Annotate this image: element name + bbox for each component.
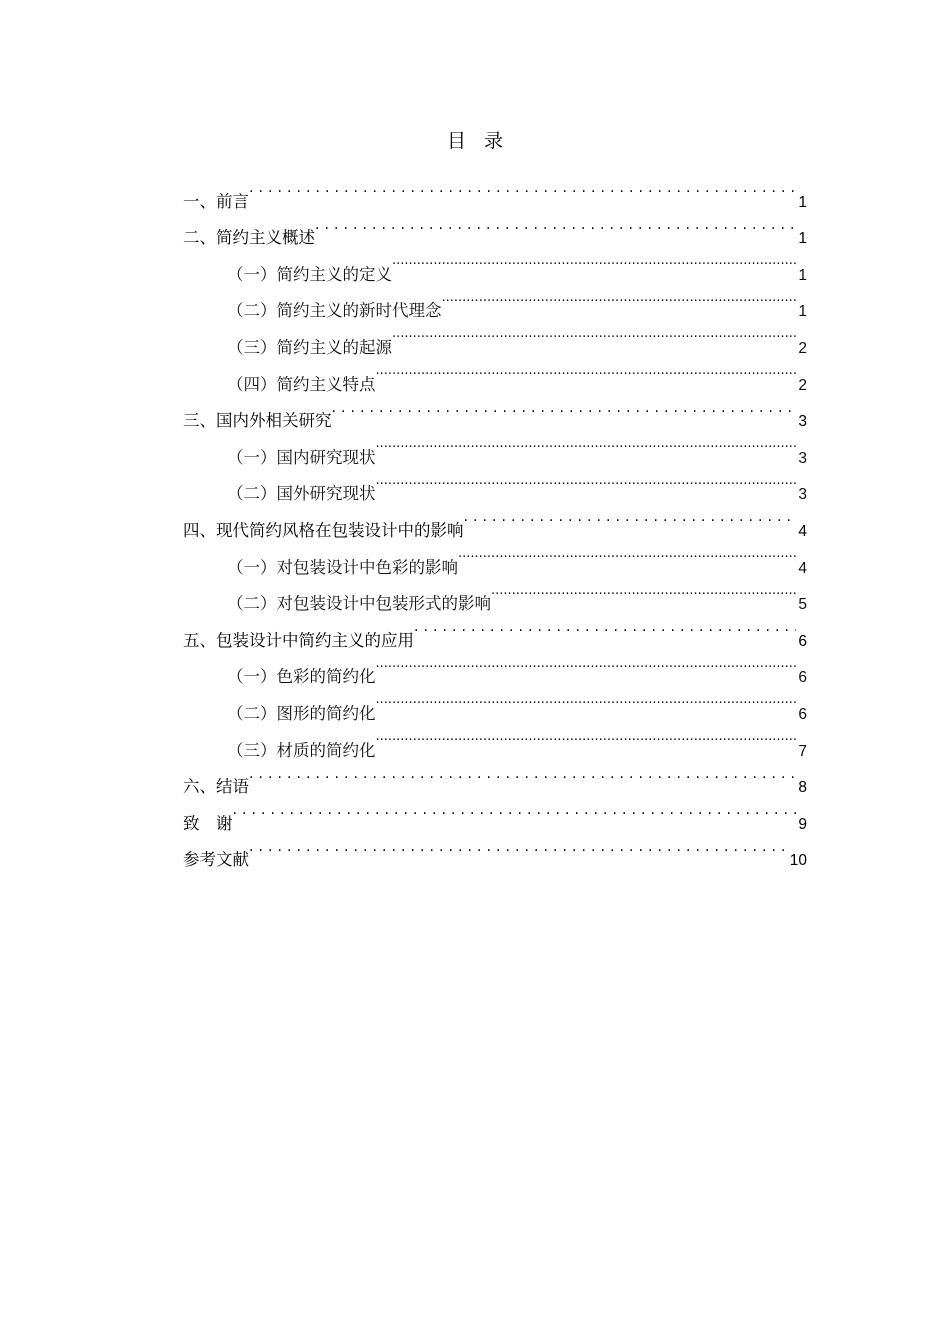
toc-entry-page: 1 <box>798 193 807 211</box>
toc-entry-label: （二）国外研究现状 <box>227 484 376 504</box>
toc-leader-dots <box>249 170 796 207</box>
toc-leader-dots <box>249 756 796 793</box>
toc-entry[interactable] <box>183 390 807 431</box>
toc-entry[interactable] <box>183 829 807 870</box>
toc-entry-page: 3 <box>798 486 807 504</box>
toc-entry-label: 四、现代简约风格在包装设计中的影响 <box>183 520 464 540</box>
toc-entry-label: （一）对包装设计中色彩的影响 <box>227 557 458 577</box>
toc-entry-label: （一）简约主义的定义 <box>227 264 392 284</box>
toc-entry[interactable] <box>183 536 807 577</box>
toc-entry[interactable] <box>183 353 807 394</box>
toc-entry-label: （三）材质的简约化 <box>227 740 376 760</box>
toc-entry-page: 4 <box>798 559 807 577</box>
toc-entry-page: 6 <box>798 632 807 650</box>
toc-leader-dots <box>315 207 796 244</box>
toc-entry-label: 六、结语 <box>183 777 249 797</box>
toc-leader-dots <box>332 390 797 427</box>
toc-entry[interactable] <box>183 207 807 248</box>
toc-entry-label: （一）色彩的简约化 <box>227 667 376 687</box>
toc-leader-dots <box>491 573 796 610</box>
toc-entry[interactable] <box>183 609 807 650</box>
toc-leader-dots <box>392 316 796 353</box>
toc-leader-dots <box>376 353 797 390</box>
toc-entry-page: 9 <box>798 815 807 833</box>
toc-leader-dots <box>442 280 797 317</box>
toc-leader-dots <box>376 463 797 500</box>
toc-entry-label: 三、国内外相关研究 <box>183 411 332 431</box>
toc-leader-dots <box>376 719 797 756</box>
toc-entry-page: 5 <box>798 596 807 614</box>
toc-entry[interactable] <box>183 719 807 760</box>
toc-entry-label: 致 谢 <box>183 813 233 833</box>
toc-entry-label: （四）简约主义特点 <box>227 374 376 394</box>
toc-list <box>183 170 807 870</box>
toc-entry-label: 一、前言 <box>183 191 249 211</box>
toc-leader-dots <box>376 426 797 463</box>
toc-entry[interactable] <box>183 243 807 284</box>
toc-entry-label: （二）图形的简约化 <box>227 703 376 723</box>
toc-entry-label: （三）简约主义的起源 <box>227 337 392 357</box>
toc-entry[interactable] <box>183 682 807 723</box>
toc-leader-dots <box>376 682 797 719</box>
toc-leader-dots <box>458 536 796 573</box>
toc-entry-page: 2 <box>798 339 807 357</box>
toc-entry-label: 五、包装设计中简约主义的应用 <box>183 630 414 650</box>
toc-entry[interactable] <box>183 573 807 614</box>
toc-entry-page: 3 <box>798 413 807 431</box>
toc-entry[interactable] <box>183 280 807 321</box>
toc-entry[interactable] <box>183 499 807 540</box>
toc-entry-page: 6 <box>798 669 807 687</box>
toc-entry[interactable] <box>183 756 807 797</box>
toc-entry-label: （一）国内研究现状 <box>227 447 376 467</box>
toc-entry-page: 8 <box>798 779 807 797</box>
toc-entry-page: 4 <box>798 522 807 540</box>
toc-entry[interactable] <box>183 646 807 687</box>
toc-entry-page: 7 <box>798 742 807 760</box>
toc-entry-page: 2 <box>798 376 807 394</box>
toc-leader-dots <box>376 646 797 683</box>
toc-entry[interactable] <box>183 463 807 504</box>
toc-entry-label: （二）对包装设计中包装形式的影响 <box>227 594 491 614</box>
toc-entry-label: 二、简约主义概述 <box>183 228 315 248</box>
toc-entry-page: 3 <box>798 449 807 467</box>
toc-entry-page: 10 <box>789 852 807 870</box>
toc-entry-label: 参考文献 <box>183 850 249 870</box>
toc-entry[interactable] <box>183 170 807 211</box>
toc-leader-dots <box>464 499 797 536</box>
toc-entry-page: 1 <box>798 303 807 321</box>
toc-title: 目录 <box>446 130 521 152</box>
toc-entry[interactable] <box>183 316 807 357</box>
toc-entry[interactable] <box>183 426 807 467</box>
toc-entry-page: 1 <box>798 230 807 248</box>
toc-entry-page: 1 <box>798 266 807 284</box>
toc-entry-page: 6 <box>798 705 807 723</box>
toc-leader-dots <box>249 829 788 866</box>
toc-leader-dots <box>392 243 796 280</box>
toc-entry-label: （二）简约主义的新时代理念 <box>227 301 442 321</box>
toc-leader-dots <box>414 609 796 646</box>
toc-leader-dots <box>233 792 797 829</box>
toc-entry[interactable] <box>183 792 807 833</box>
